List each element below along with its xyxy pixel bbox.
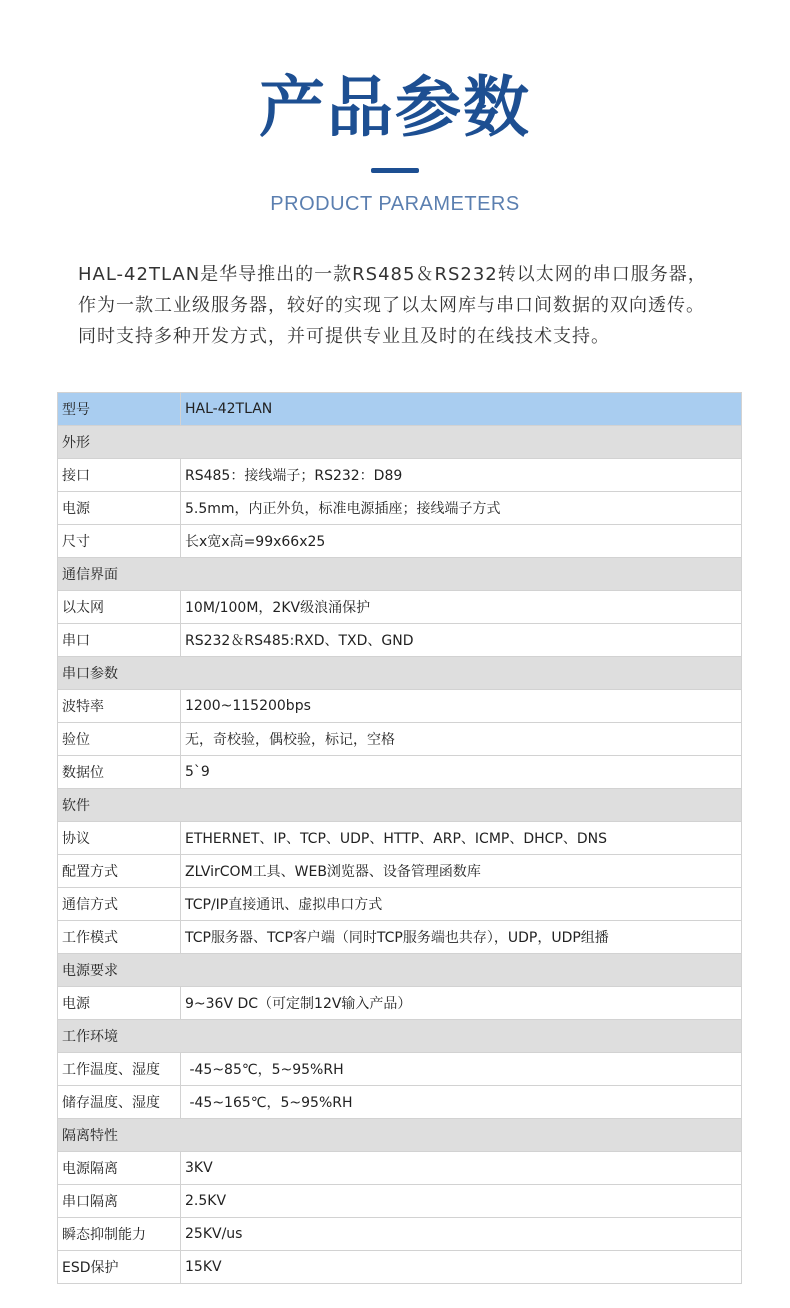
table-header-row: [58, 393, 742, 426]
section-row: [58, 657, 742, 690]
param-label: 通信方式: [58, 888, 181, 921]
table-row: [58, 624, 742, 657]
param-label: ESD保护: [58, 1251, 181, 1284]
param-value: 5`9: [181, 756, 742, 789]
param-label: 串口隔离: [58, 1185, 181, 1218]
param-value: RS232＆RS485:RXD、TXD、GND: [181, 624, 742, 657]
param-value: 25KV/us: [181, 1218, 742, 1251]
param-value: 10M/100M，2KV级浪涌保护: [181, 591, 742, 624]
param-value: HAL-42TLAN: [181, 393, 742, 426]
table-row: [58, 723, 742, 756]
spec-table: [57, 392, 742, 1284]
section-label: 隔离特性: [58, 1119, 742, 1152]
section-label: 串口参数: [58, 657, 742, 690]
table-row: [58, 1053, 742, 1086]
param-label: 型号: [58, 393, 181, 426]
section-label: 电源要求: [58, 954, 742, 987]
intro-line: 同时支持多种开发方式，并可提供专业且及时的在线技术支持。: [78, 326, 610, 347]
param-label: 配置方式: [58, 855, 181, 888]
table-row: [58, 492, 742, 525]
param-label: 验位: [58, 723, 181, 756]
section-label: 工作环境: [58, 1020, 742, 1053]
table-row: [58, 1251, 742, 1284]
param-value: 2.5KV: [181, 1185, 742, 1218]
param-value: RS485：接线端子；RS232：D89: [181, 459, 742, 492]
param-label: 串口: [58, 624, 181, 657]
page-title: 产品参数: [259, 69, 531, 146]
table-row: [58, 888, 742, 921]
param-value: -45~165℃，5~95%RH: [181, 1086, 742, 1119]
table-row: [58, 1185, 742, 1218]
page-subtitle: PRODUCT PARAMETERS: [270, 193, 520, 215]
section-row: [58, 558, 742, 591]
table-row: [58, 987, 742, 1020]
table-row: [58, 921, 742, 954]
param-label: 工作模式: [58, 921, 181, 954]
param-label: 以太网: [58, 591, 181, 624]
section-row: [58, 789, 742, 822]
section-label: 外形: [58, 426, 742, 459]
param-value: 1200~115200bps: [181, 690, 742, 723]
param-value: TCP/IP直接通讯、虚拟串口方式: [181, 888, 742, 921]
param-label: 波特率: [58, 690, 181, 723]
param-label: 尺寸: [58, 525, 181, 558]
param-value: 5.5mm，内正外负，标准电源插座；接线端子方式: [181, 492, 742, 525]
param-label: 接口: [58, 459, 181, 492]
section-row: [58, 954, 742, 987]
section-row: [58, 1020, 742, 1053]
param-label: 协议: [58, 822, 181, 855]
table-row: [58, 525, 742, 558]
param-label: 储存温度、湿度: [58, 1086, 181, 1119]
param-value: ZLVirCOM工具、WEB浏览器、设备管理函数库: [181, 855, 742, 888]
title-underline: [371, 168, 419, 173]
section-label: 通信界面: [58, 558, 742, 591]
param-value: 9~36V DC（可定制12V输入产品）: [181, 987, 742, 1020]
table-row: [58, 756, 742, 789]
table-row: [58, 1152, 742, 1185]
param-label: 电源: [58, 987, 181, 1020]
param-label: 工作温度、湿度: [58, 1053, 181, 1086]
param-label: 瞬态抑制能力: [58, 1218, 181, 1251]
param-label: 电源: [58, 492, 181, 525]
param-label: 数据位: [58, 756, 181, 789]
intro-paragraph: [78, 259, 738, 352]
table-row: [58, 1086, 742, 1119]
section-row: [58, 1119, 742, 1152]
param-value: -45~85℃，5~95%RH: [181, 1053, 742, 1086]
param-value: 3KV: [181, 1152, 742, 1185]
table-row: [58, 459, 742, 492]
table-row: [58, 855, 742, 888]
param-value: 无，奇校验，偶校验，标记，空格: [181, 723, 742, 756]
table-row: [58, 822, 742, 855]
param-value: TCP服务器、TCP客户端（同时TCP服务端也共存），UDP，UDP组播: [181, 921, 742, 954]
intro-line: HAL-42TLAN是华导推出的一款RS485＆RS232转以太网的串口服务器，: [78, 264, 707, 285]
param-value: 15KV: [181, 1251, 742, 1284]
table-row: [58, 591, 742, 624]
table-row: [58, 690, 742, 723]
table-row: [58, 1218, 742, 1251]
intro-line: 作为一款工业级服务器，较好的实现了以太网库与串口间数据的双向透传。: [78, 295, 705, 316]
param-label: 电源隔离: [58, 1152, 181, 1185]
spec-table-body: [58, 393, 742, 1284]
param-value: ETHERNET、IP、TCP、UDP、HTTP、ARP、ICMP、DHCP、DNS: [181, 822, 742, 855]
param-value: 长x宽x高=99x66x25: [181, 525, 742, 558]
section-label: 软件: [58, 789, 742, 822]
section-row: [58, 426, 742, 459]
